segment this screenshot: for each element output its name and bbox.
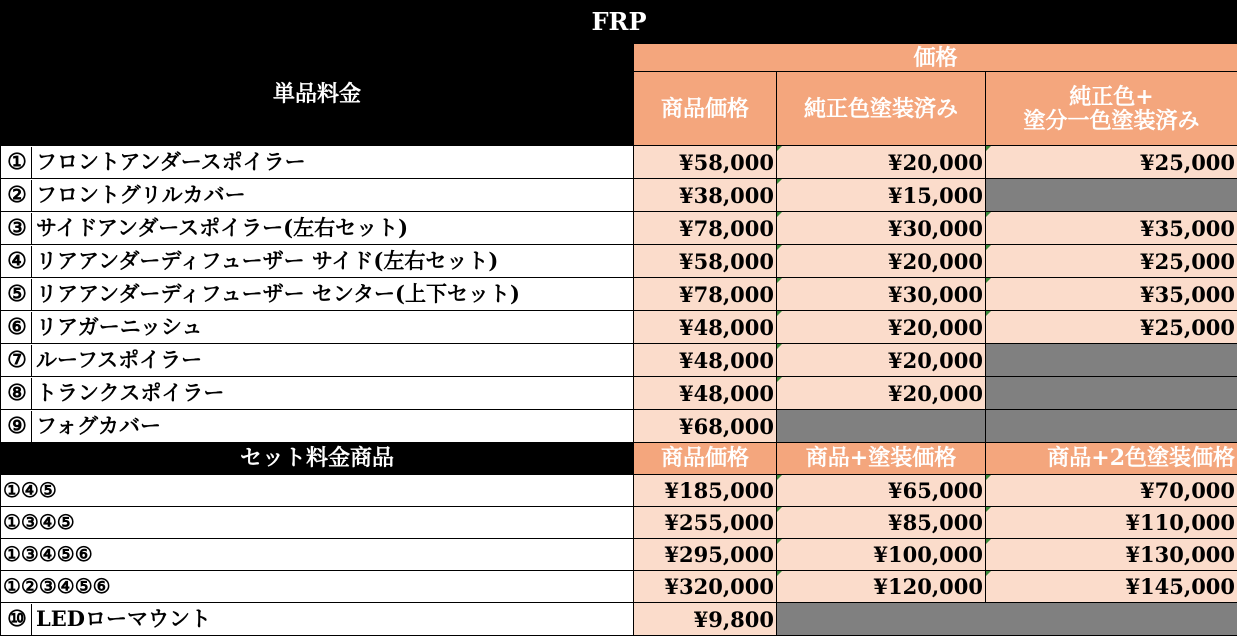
table-row: [1, 603, 1237, 636]
price-two-tone: ¥25,000: [986, 245, 1237, 278]
set-name: ①③④⑤: [1, 507, 634, 539]
price-two-tone: ¥25,000: [986, 146, 1237, 179]
price-two-tone-empty: [986, 179, 1237, 212]
table-row: [1, 179, 1237, 212]
price-product: ¥78,000: [634, 212, 777, 245]
item-name-cell: [1, 344, 634, 377]
item-name-cell: [1, 603, 634, 636]
price-painted: ¥20,000: [777, 311, 986, 344]
price-group-header: 価格: [634, 44, 1237, 72]
set-col-header-0: 商品価格: [634, 443, 777, 475]
price-product: ¥48,000: [634, 377, 777, 410]
item-name: ルーフスポイラー: [36, 347, 202, 372]
item-name: フォグカバー: [36, 413, 161, 438]
item-name-cell: [1, 212, 634, 245]
item-name-cell: [1, 278, 634, 311]
item-name: フロントアンダースポイラー: [36, 149, 306, 174]
set-price-two-tone: ¥145,000: [986, 571, 1237, 603]
item-name: LEDローマウント: [36, 606, 211, 631]
set-col-header-2: 商品+2色塗装価格: [986, 443, 1237, 475]
item-number: ③: [3, 213, 32, 244]
item-number: ⑩: [3, 604, 32, 635]
table-row: [1, 311, 1237, 344]
table-row: [1, 344, 1237, 377]
col-header-product-price: 商品価格: [634, 72, 777, 146]
set-price-two-tone: ¥70,000: [986, 475, 1237, 507]
table-row: [1, 571, 1237, 603]
price-product: ¥48,000: [634, 344, 777, 377]
price-painted: ¥20,000: [777, 146, 986, 179]
set-price-product: ¥255,000: [634, 507, 777, 539]
set-name: ①③④⑤⑥: [1, 539, 634, 571]
set-name: ①②③④⑤⑥: [1, 571, 634, 603]
single-section-label: 単品料金: [1, 44, 634, 146]
table-row: [1, 507, 1237, 539]
set-price-product: ¥185,000: [634, 475, 777, 507]
price-painted: ¥30,000: [777, 212, 986, 245]
item-name-cell: [1, 377, 634, 410]
price-product: ¥78,000: [634, 278, 777, 311]
price-product: ¥48,000: [634, 311, 777, 344]
set-price-product: ¥320,000: [634, 571, 777, 603]
table-row: [1, 410, 1237, 443]
item-name-cell: [1, 146, 634, 179]
item-name: サイドアンダースポイラー(左右セット): [36, 215, 408, 240]
set-price-two-tone: ¥110,000: [986, 507, 1237, 539]
item-number: ⑥: [3, 312, 32, 343]
price-empty: [777, 603, 1237, 636]
price-two-tone-empty: [986, 344, 1237, 377]
price-painted: ¥30,000: [777, 278, 986, 311]
price-product: ¥9,800: [634, 603, 777, 636]
set-name: ①④⑤: [1, 475, 634, 507]
set-price-painted: ¥85,000: [777, 507, 986, 539]
table-row: [1, 475, 1237, 507]
price-two-tone-empty: [986, 410, 1237, 443]
table-row: [1, 212, 1237, 245]
price-product: ¥68,000: [634, 410, 777, 443]
table-row: [1, 146, 1237, 179]
item-name: リアアンダーディフューザー サイド(左右セット): [36, 248, 498, 273]
item-number: ④: [3, 246, 32, 277]
item-name: リアアンダーディフューザー センター(上下セット): [36, 281, 520, 306]
set-section-label: セット料金商品: [1, 443, 634, 475]
table-row: [1, 377, 1237, 410]
item-name-cell: [1, 311, 634, 344]
table-row: [1, 278, 1237, 311]
price-two-tone: ¥35,000: [986, 212, 1237, 245]
price-product: ¥58,000: [634, 245, 777, 278]
price-product: ¥38,000: [634, 179, 777, 212]
col-header-two-tone: 純正色+ 塗分一色塗装済み: [986, 72, 1237, 146]
item-name-cell: [1, 410, 634, 443]
table-row: [1, 539, 1237, 571]
price-painted: ¥15,000: [777, 179, 986, 212]
price-painted: ¥20,000: [777, 377, 986, 410]
price-painted: ¥20,000: [777, 245, 986, 278]
price-two-tone: ¥35,000: [986, 278, 1237, 311]
price-painted-empty: [777, 410, 986, 443]
set-price-painted: ¥100,000: [777, 539, 986, 571]
item-name: リアガーニッシュ: [36, 314, 203, 339]
set-price-painted: ¥65,000: [777, 475, 986, 507]
item-name: トランクスポイラー: [36, 380, 224, 405]
col-header-painted: 純正色塗装済み: [777, 72, 986, 146]
item-number: ⑧: [3, 378, 32, 409]
price-two-tone: ¥25,000: [986, 311, 1237, 344]
price-two-tone-empty: [986, 377, 1237, 410]
set-header-row: [1, 443, 1237, 475]
item-number: ⑦: [3, 345, 32, 376]
price-product: ¥58,000: [634, 146, 777, 179]
set-price-two-tone: ¥130,000: [986, 539, 1237, 571]
price-painted: ¥20,000: [777, 344, 986, 377]
item-name-cell: [1, 245, 634, 278]
table-title: FRP: [1, 1, 1237, 44]
item-number: ②: [3, 180, 32, 211]
set-col-header-1: 商品+塗装価格: [777, 443, 986, 475]
item-number: ⑤: [3, 279, 32, 310]
item-number: ⑨: [3, 411, 32, 442]
item-name: フロントグリルカバー: [36, 182, 246, 207]
table-row: [1, 245, 1237, 278]
item-name-cell: [1, 179, 634, 212]
set-price-product: ¥295,000: [634, 539, 777, 571]
item-number: ①: [3, 147, 32, 178]
set-price-painted: ¥120,000: [777, 571, 986, 603]
